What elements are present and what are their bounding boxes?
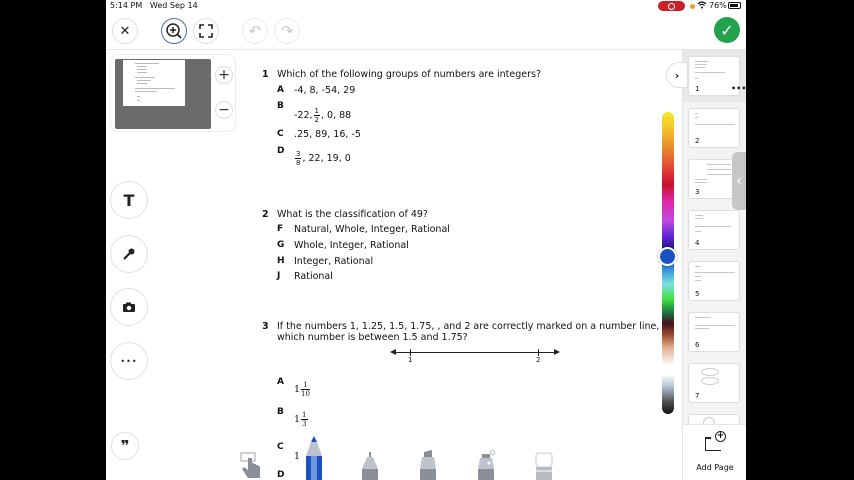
plus-circle-icon: + [716, 431, 725, 441]
page-thumb-5[interactable]: 5 [688, 261, 740, 301]
check-icon: ✓ [720, 20, 734, 40]
zoom-out-button[interactable] [215, 101, 233, 119]
minus-icon: − [218, 102, 230, 118]
color-slider-knob[interactable] [658, 247, 677, 266]
zoom-in-button[interactable] [215, 66, 233, 84]
collapse-panel-button[interactable] [666, 62, 688, 88]
eraser-icon[interactable] [534, 452, 554, 480]
zoom-in-icon [165, 22, 183, 40]
quote-icon: ❞ [120, 437, 130, 455]
text-icon: T [123, 190, 135, 210]
close-button[interactable] [112, 18, 138, 44]
redo-button[interactable] [274, 18, 300, 44]
panel-drag-handle[interactable] [732, 152, 746, 210]
pencil-icon[interactable] [304, 436, 324, 480]
more-tools-button[interactable] [110, 342, 148, 380]
page-minimap[interactable] [110, 54, 236, 132]
number-line: 1 2 [390, 346, 560, 364]
fullscreen-button[interactable] [193, 18, 219, 44]
minimap-page [123, 60, 185, 106]
minimap-viewport[interactable] [115, 59, 211, 129]
screen-record-icon[interactable] [658, 1, 685, 11]
highlighter-icon[interactable] [476, 450, 498, 480]
page-thumb-4[interactable]: 4 [688, 210, 740, 250]
pages-panel [682, 50, 746, 480]
done-button[interactable] [714, 17, 740, 43]
quote-tool-button[interactable] [111, 432, 139, 460]
pen-icon[interactable] [360, 452, 380, 480]
add-page-button[interactable]: + Add Page [682, 424, 746, 480]
question-number: 1 [262, 69, 269, 80]
status-bar [106, 0, 746, 13]
fullscreen-icon [199, 24, 213, 38]
question-text: Which of the following groups of numbers are integers? [277, 69, 542, 80]
more-icon: ••• [120, 356, 138, 366]
undo-button[interactable] [242, 18, 268, 44]
page-thumb-2[interactable]: 2 [688, 108, 740, 148]
page-thumb-3[interactable]: 3 [688, 159, 740, 199]
redo-icon: ↷ [280, 22, 294, 40]
chevron-left-icon: ‹ [736, 173, 742, 189]
zoom-button[interactable] [161, 18, 187, 44]
camera-tool-button[interactable] [110, 288, 148, 326]
top-toolbar [106, 14, 746, 50]
page-more-icon[interactable]: ••• [731, 84, 746, 93]
arrow-right-icon [554, 349, 560, 355]
pen-toolbar [236, 432, 556, 480]
app-screen: 5:14 PM Wed Sep 14 76% ✕ ↶ ↷ ✓ + − T ••• ❞ 1 Which of the following groups of numbers are integers? A -4, 8, -54, 29 B -22, $\frac{1}{2}$ , 0, 88 C .25, 89, 16, -5 D $\frac{3}{8}$ , 22, 19, 0 2 What is the classification of 49? F Natural, Whole, Integer, Rational G Whole, Integer, Rational H Integer, Rational J Rational 3 If the numbers 1, 1.25, 1.5, 1.75, , and 2 are correctly marked on a number line, which number is between 1.5 and 1.75? 1 2 A 1 $\frac{1}{10}$ B 1 $\frac{1}{3}$ C 1 D 1 ••• 2 3 4 5 6 7 › ‹ + Add Page [106, 0, 746, 480]
battery-icon [728, 2, 741, 9]
status-time-date: 5:14 PM Wed Sep 14 [110, 1, 198, 10]
camera-icon [122, 301, 136, 313]
undo-icon: ↶ [248, 22, 262, 40]
chevron-right-icon: › [674, 68, 680, 82]
select-hand-icon[interactable] [240, 452, 264, 480]
marker-icon[interactable] [418, 450, 438, 480]
page-thumb-1[interactable]: 1 ••• [688, 56, 740, 96]
mic-indicator-icon [690, 4, 695, 9]
close-icon: ✕ [119, 23, 131, 39]
battery-percent: 76% [709, 1, 727, 10]
microphone-tool-button[interactable] [110, 235, 148, 273]
microphone-icon [122, 247, 136, 261]
plus-icon: + [218, 67, 230, 83]
text-tool-button[interactable] [110, 181, 148, 219]
wifi-icon [697, 0, 707, 12]
page-thumb-7[interactable]: 7 [688, 363, 740, 403]
page-thumb-6[interactable]: 6 [688, 312, 740, 352]
